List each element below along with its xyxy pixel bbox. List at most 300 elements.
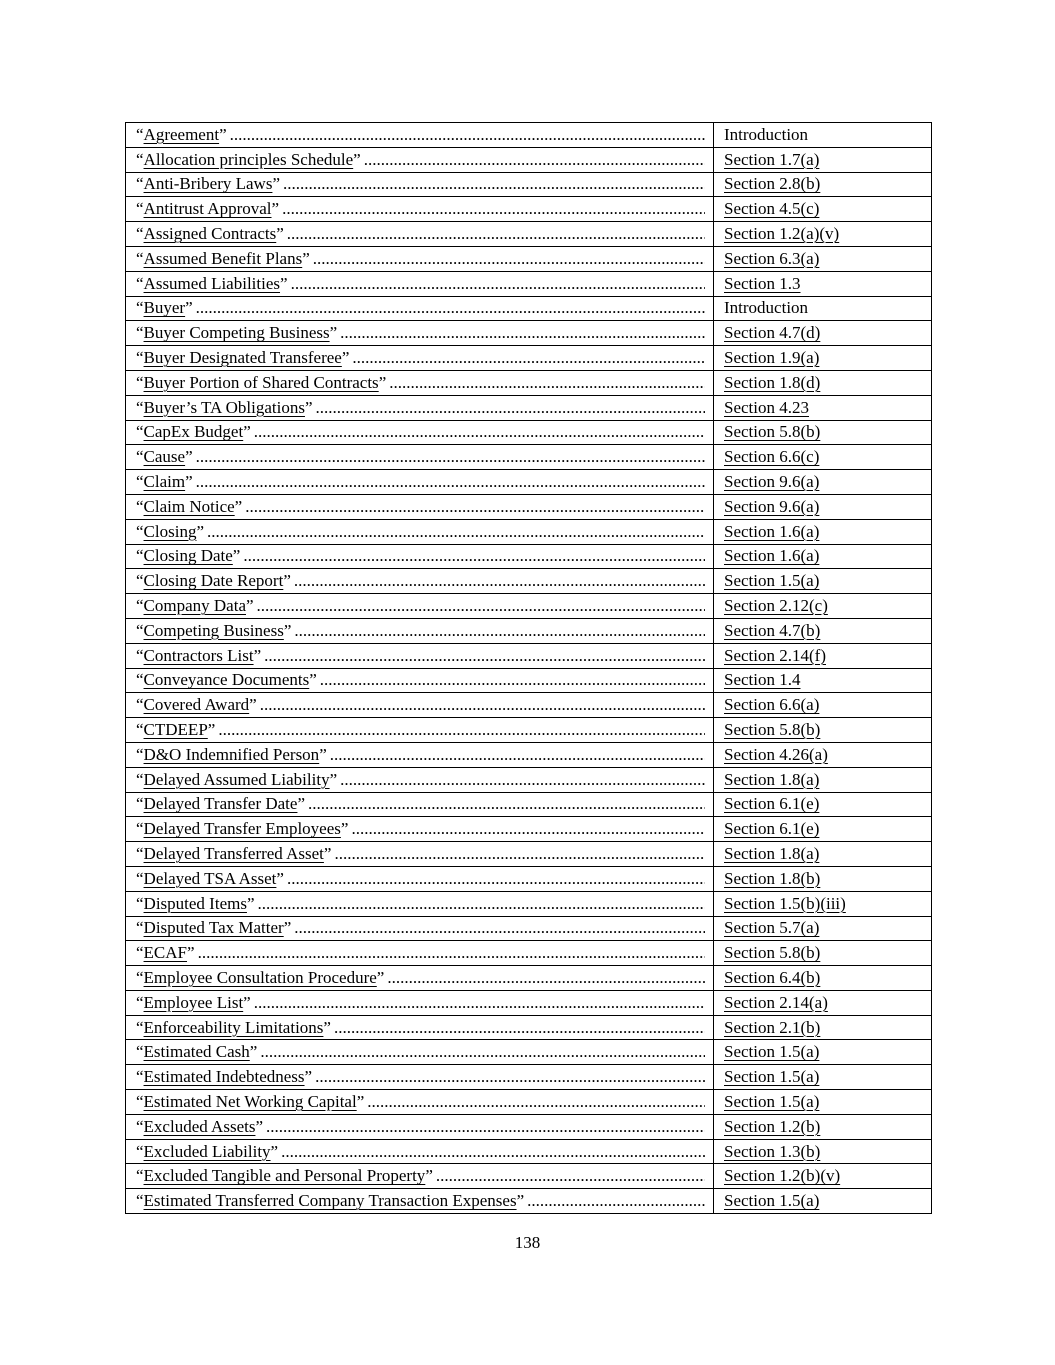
section-ref-cell [714,693,932,718]
term-cell [126,1065,714,1090]
section-ref-cell [714,1139,932,1164]
defined-term-link[interactable]: Conveyance Documents [143,670,310,690]
table-row [126,569,932,594]
open-quote: “ [136,1017,144,1037]
section-ref[interactable]: Section 5.8(b) [724,943,821,963]
section-ref[interactable]: Section 1.2(b) [724,1116,821,1136]
section-ref[interactable]: Section 2.8(b) [724,174,821,194]
table-row [126,296,932,321]
defined-term-link[interactable]: Assigned Contracts [143,224,277,244]
section-ref[interactable]: Section 4.26(a) [724,744,828,764]
close-quote: ” [243,992,251,1012]
table-row [126,643,932,668]
section-ref-cell [714,296,932,321]
section-ref[interactable]: Section 2.14(f) [724,645,826,665]
defined-term-link[interactable]: Employee List [143,992,244,1012]
dot-leader [198,942,705,964]
dot-leader [260,694,705,716]
section-ref[interactable]: Section 1.6(a) [724,546,820,566]
close-quote: ” [185,447,193,467]
table-row [126,742,932,767]
defined-term-link[interactable]: Delayed Transfer Employees [143,819,341,839]
defined-term-link[interactable]: Excluded Assets [143,1116,256,1136]
open-quote: “ [136,943,144,963]
close-quote: ” [376,967,385,987]
term-cell [126,990,714,1015]
section-ref-cell [714,866,932,891]
table-row [126,346,932,371]
section-ref-cell [714,1040,932,1065]
dot-leader [340,769,705,791]
open-quote: “ [136,1091,144,1111]
defined-term-link[interactable]: Buyer [143,298,186,318]
section-ref[interactable]: Section 1.5(a) [724,1191,820,1211]
defined-term-link[interactable]: Delayed Transferred Asset [143,844,324,863]
close-quote: ” [249,1042,258,1062]
table-row [126,1139,932,1164]
defined-term-link[interactable]: Competing Business [143,620,284,640]
table-row [126,792,932,817]
term-cell [126,1040,714,1065]
defined-term-link[interactable]: Disputed Tax Matter [143,918,284,938]
open-quote: “ [136,769,144,789]
dot-leader [218,719,705,741]
section-ref-cell [714,668,932,693]
term-cell [126,420,714,445]
defined-term-link[interactable]: Allocation principles Schedule [143,149,354,169]
term-cell [126,147,714,172]
dot-leader [243,545,705,567]
close-quote: ” [276,224,284,244]
close-quote: ” [283,620,292,640]
dot-leader [281,1141,705,1163]
open-quote: “ [136,348,144,368]
table-row [126,197,932,222]
open-quote: “ [136,695,144,715]
open-quote: “ [136,248,144,268]
dot-leader [260,1041,705,1063]
section-ref[interactable]: Section 5.8(b) [724,422,821,442]
defined-term-link[interactable]: Assumed Benefit Plans [143,248,303,268]
open-quote: “ [136,546,144,566]
open-quote: “ [136,893,144,913]
table-row [126,445,932,470]
dot-leader [313,248,705,270]
close-quote: ” [302,248,310,268]
section-ref[interactable]: Section 4.7(d) [724,323,821,343]
dot-leader [254,992,705,1014]
section-ref-cell [714,370,932,395]
close-quote: ” [516,1191,525,1211]
close-quote: ” [329,323,338,343]
defined-term-link[interactable]: Delayed TSA Asset [143,868,277,888]
defined-term-link[interactable]: Closing Date Report [143,571,284,591]
table-row [126,1090,932,1115]
open-quote: “ [136,323,144,343]
section-ref-cell [714,767,932,792]
close-quote: ” [356,1091,365,1111]
table-row [126,470,932,495]
dot-leader [282,198,705,220]
section-ref-cell [714,1015,932,1040]
close-quote: ” [304,397,313,417]
section-ref-cell [714,817,932,842]
table-row [126,420,932,445]
table-row [126,866,932,891]
section-ref[interactable]: Section 2.1(b) [724,1017,821,1037]
close-quote: ” [425,1166,433,1186]
table-row [126,594,932,619]
section-ref[interactable]: Section 1.7(a) [724,149,820,169]
table-row [126,941,932,966]
section-ref-cell [714,172,932,197]
section-ref-cell [714,395,932,420]
dot-leader [334,843,705,865]
dot-leader [308,793,705,815]
table-row [126,891,932,916]
close-quote: ” [304,1067,313,1087]
section-ref[interactable]: Section 1.5(b)(iii) [724,893,846,913]
section-ref[interactable]: Section 1.8(b) [724,868,821,888]
open-quote: “ [136,1116,144,1136]
open-quote: “ [136,372,144,392]
close-quote: ” [185,298,193,318]
term-cell [126,1114,714,1139]
dot-leader [258,893,706,915]
table-row [126,519,932,544]
open-quote: “ [136,571,144,591]
table-row [126,990,932,1015]
term-cell [126,470,714,495]
section-ref[interactable]: Section 9.6(a) [724,496,820,516]
defined-term-link[interactable]: Antitrust Approval [143,199,272,219]
dot-leader [294,917,705,939]
term-cell [126,966,714,991]
section-ref-cell [714,916,932,941]
open-quote: “ [136,844,144,863]
term-cell [126,767,714,792]
close-quote: ” [276,868,284,888]
term-cell [126,594,714,619]
close-quote: ” [341,348,350,368]
term-cell [126,742,714,767]
section-ref-cell [714,643,932,668]
dot-leader [294,620,705,642]
dot-leader [283,173,705,195]
open-quote: “ [136,596,144,616]
open-quote: “ [136,199,144,219]
close-quote: ” [232,546,241,566]
section-ref[interactable]: Section 6.6(c) [724,447,820,467]
open-quote: “ [136,422,144,442]
defined-term-link[interactable]: Contractors List [143,645,254,665]
open-quote: “ [136,794,144,814]
table-row [126,395,932,420]
page-number: 138 [514,1233,541,1252]
term-cell [126,792,714,817]
defined-term-link[interactable]: CapEx Budget [143,422,244,442]
section-ref[interactable]: Section 6.1(e) [724,819,820,839]
dot-leader [207,521,705,543]
defined-term-link[interactable]: Excluded Tangible and Personal Property [143,1166,426,1186]
defined-term-link[interactable]: Buyer Competing Business [143,323,330,343]
section-ref[interactable]: Section 1.3 [724,273,801,293]
open-quote: “ [136,224,144,244]
term-cell [126,222,714,247]
term-cell [126,718,714,743]
section-ref-cell [714,742,932,767]
term-cell [126,916,714,941]
section-ref-cell [714,544,932,569]
close-quote: ” [187,943,195,963]
close-quote: ” [234,496,243,516]
open-quote: “ [136,496,144,516]
defined-terms-table [125,122,932,1214]
section-ref-cell [714,594,932,619]
dot-leader [320,669,705,691]
defined-term-link[interactable]: CTDEEP [143,720,208,740]
section-ref[interactable]: Section 5.8(b) [724,720,821,740]
table-row [126,494,932,519]
table-row [126,817,932,842]
defined-term-link[interactable]: Delayed Assumed Liability [143,769,330,789]
section-ref-cell [714,990,932,1015]
table-row [126,1164,932,1189]
section-ref[interactable]: Section 2.12(c) [724,596,828,616]
term-cell [126,891,714,916]
defined-term-link[interactable]: Estimated Cash [143,1042,250,1062]
section-ref[interactable]: Section 1.8(d) [724,372,821,392]
open-quote: “ [136,819,144,839]
defined-term-link[interactable]: Company Data [143,596,246,616]
section-ref[interactable]: Section 1.8(a) [724,844,820,863]
dot-leader [257,595,705,617]
open-quote: “ [136,1042,144,1062]
dot-leader [196,446,705,468]
section-ref-cell [714,494,932,519]
table-row [126,668,932,693]
table-row [126,370,932,395]
open-quote: “ [136,967,144,987]
close-quote: ” [309,670,317,690]
open-quote: “ [136,472,144,492]
term-cell [126,941,714,966]
defined-term-link[interactable]: Cause [143,447,186,467]
open-quote: “ [136,124,144,144]
defined-term-link[interactable]: Claim Notice [143,496,235,516]
term-cell [126,172,714,197]
section-ref[interactable]: Section 1.4 [724,670,801,690]
defined-term-link[interactable]: Excluded Liability [143,1141,271,1161]
table-row [126,1065,932,1090]
close-quote: ” [340,819,349,839]
dot-leader [330,744,705,766]
term-cell [126,643,714,668]
section-ref[interactable]: Section 1.6(a) [724,521,820,541]
close-quote: ” [246,893,255,913]
defined-term-link[interactable]: Covered Award [143,695,250,715]
section-ref-cell [714,618,932,643]
term-cell [126,866,714,891]
close-quote: ” [270,1141,279,1161]
defined-term-link[interactable]: Anti-Bribery Laws [143,174,273,194]
open-quote: “ [136,174,144,194]
section-ref-cell [714,891,932,916]
defined-term-link[interactable]: Enforceability Limitations [143,1017,324,1037]
defined-term-link[interactable]: Buyer Portion of Shared Contracts [143,372,379,392]
table-row [126,693,932,718]
close-quote: ” [249,695,257,715]
term-cell [126,618,714,643]
table-row [126,544,932,569]
open-quote: “ [136,298,144,318]
term-cell [126,123,714,148]
section-ref-cell [714,470,932,495]
term-cell [126,1090,714,1115]
section-ref[interactable]: Section 6.4(b) [724,967,821,987]
open-quote: “ [136,868,144,888]
table-row [126,1114,932,1139]
defined-term-link[interactable]: Closing Date [143,546,233,566]
defined-term-link[interactable]: Assumed Liabilities [143,273,281,293]
dot-leader [351,818,705,840]
term-cell [126,569,714,594]
open-quote: “ [136,645,144,665]
table-row [126,321,932,346]
section-ref[interactable]: Section 6.1(e) [724,794,820,814]
section-ref[interactable]: Section 4.7(b) [724,620,821,640]
close-quote: ” [196,521,204,541]
close-quote: ” [283,918,292,938]
table-row [126,1040,932,1065]
section-ref[interactable]: Section 1.9(a) [724,348,820,368]
dot-leader [196,297,705,319]
section-ref-cell [714,321,932,346]
defined-term-link[interactable]: Buyer’s TA Obligations [143,397,305,417]
section-ref-cell [714,246,932,271]
dot-leader [287,223,705,245]
section-ref-cell [714,420,932,445]
term-cell [126,321,714,346]
section-ref[interactable]: Section 6.3(a) [724,248,820,268]
dot-leader [254,421,705,443]
section-ref[interactable]: Section 6.6(a) [724,695,820,715]
defined-term-link[interactable]: Agreement [143,124,220,144]
section-ref[interactable]: Section 1.5(a) [724,1067,820,1087]
section-ref-cell [714,445,932,470]
open-quote: “ [136,273,144,293]
section-ref-cell [714,941,932,966]
section-ref[interactable]: Section 1.5(a) [724,571,820,591]
term-cell [126,494,714,519]
open-quote: “ [136,720,144,740]
section-ref[interactable]: Section 1.2(b)(v) [724,1166,841,1186]
term-cell [126,668,714,693]
section-ref[interactable]: Section 4.5(c) [724,199,820,219]
defined-term-link[interactable]: Claim [143,472,186,492]
section-ref-cell [714,1164,932,1189]
dot-leader [294,570,705,592]
section-ref: Introduction [724,298,809,318]
section-ref: Introduction [724,124,809,144]
table-row [126,123,932,148]
table-row [126,172,932,197]
open-quote: “ [136,1141,144,1161]
section-ref-cell [714,966,932,991]
section-ref[interactable]: Section 1.2(a)(v) [724,224,840,244]
section-ref[interactable]: Section 1.3(b) [724,1141,821,1161]
dot-leader [264,645,705,667]
defined-term-link[interactable]: Closing [143,521,197,541]
open-quote: “ [136,744,144,764]
table-row [126,718,932,743]
table-row [126,271,932,296]
term-cell [126,693,714,718]
close-quote: ” [243,422,251,442]
dot-leader [352,347,705,369]
term-cell [126,817,714,842]
term-cell [126,246,714,271]
dot-leader [245,496,705,518]
section-ref-cell [714,792,932,817]
section-ref[interactable]: Section 1.5(a) [724,1042,820,1062]
section-ref-cell [714,1065,932,1090]
dot-leader [230,124,705,146]
section-ref[interactable]: Section 1.5(a) [724,1091,820,1111]
term-cell [126,346,714,371]
table-row [126,842,932,867]
open-quote: “ [136,918,144,938]
defined-term-link[interactable]: Buyer Designated Transferee [143,348,342,368]
section-ref[interactable]: Section 1.8(a) [724,769,820,789]
dot-leader [287,868,705,890]
open-quote: “ [136,1067,144,1087]
open-quote: “ [136,149,144,169]
dot-leader [315,1066,705,1088]
table-row [126,1015,932,1040]
defined-term-link[interactable]: Delayed Transfer Date [143,794,298,814]
table-row [126,1189,932,1214]
close-quote: ” [272,174,280,194]
open-quote: “ [136,1166,144,1186]
section-ref-cell [714,147,932,172]
defined-term-link[interactable]: Employee Consultation Procedure [143,967,377,987]
term-cell [126,370,714,395]
close-quote: ” [329,769,338,789]
section-ref[interactable]: Section 5.7(a) [724,918,820,938]
defined-term-link[interactable]: Disputed Items [143,893,247,913]
term-cell [126,296,714,321]
defined-term-link[interactable]: Estimated Net Working Capital [143,1091,357,1111]
close-quote: ” [378,372,387,392]
table-row [126,916,932,941]
section-ref[interactable]: Section 4.23 [724,397,809,417]
section-ref[interactable]: Section 2.14(a) [724,992,828,1012]
term-cell [126,395,714,420]
defined-term-link[interactable]: ECAF [143,943,188,963]
close-quote: ” [253,645,262,665]
section-ref[interactable]: Section 9.6(a) [724,472,820,492]
open-quote: “ [136,397,144,417]
dot-leader [291,273,705,295]
dot-leader [334,1017,705,1039]
defined-term-link[interactable]: D&O Indemnified Person [143,744,320,764]
defined-term-link[interactable]: Estimated Indebtedness [143,1067,305,1087]
close-quote: ” [255,1116,263,1136]
defined-term-link[interactable]: Estimated Transferred Company Transaction Expenses [143,1191,517,1211]
table-row [126,767,932,792]
open-quote: “ [136,447,144,467]
